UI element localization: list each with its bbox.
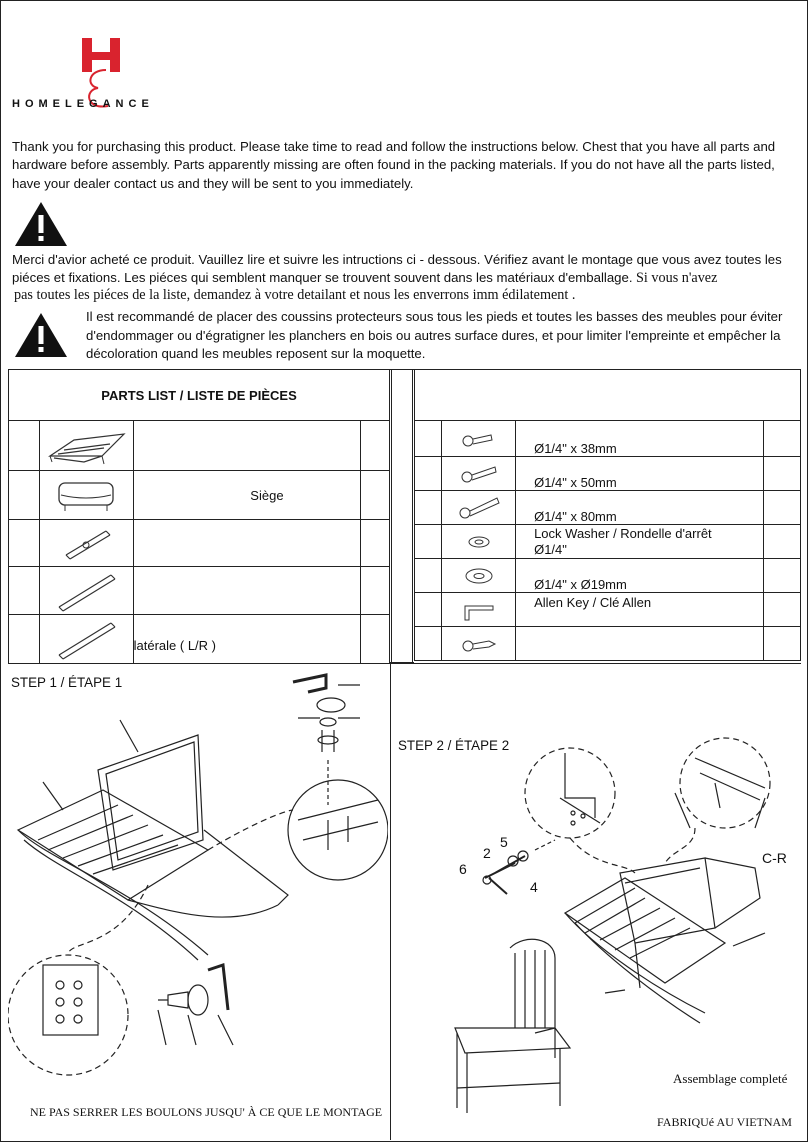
part-desc [516, 627, 764, 661]
parts-list-left [8, 369, 390, 664]
side-stretcher-icon [39, 615, 133, 664]
wood-screw-icon [442, 627, 516, 661]
part-desc: latérale ( L/R ) [133, 615, 361, 664]
table-gap [390, 369, 414, 663]
bolt-50-icon [442, 457, 516, 491]
table-row [415, 525, 801, 559]
french-intro-sans: Merci d'avior acheté ce produit. Vauillez lire et suivre les intructions ci - dessous. Vérifiez avant le montage que vous avez toutes les piéces et fixations. Les piéces qui semblent manquer se trouvent souvent dans les matériaux d'emballage. [12, 252, 782, 286]
french-intro-serif: Si vous n'avez [632, 270, 718, 287]
table-row [415, 559, 801, 593]
section-divider [390, 663, 391, 1140]
parts-list-header: PARTS LIST / LISTE DE PIÈCES [9, 370, 390, 421]
step1-title: STEP 1 / ÉTAPE 1 [11, 675, 123, 690]
step1-note: NE PAS SERRER LES BOULONS JUSQU' À CE QUE LE MONTAGE [30, 1105, 383, 1119]
lock-washer-size: Ø1/4" [534, 541, 567, 557]
french-intro-line3: pas toutes les piéces de la liste, demandez à votre detailant et nous les enverrons imm édilatement . [14, 287, 576, 303]
warning-icon [14, 312, 68, 358]
french-intro [12, 251, 804, 288]
callout-number: 2 [483, 845, 491, 861]
section-divider [8, 663, 801, 664]
part-desc [516, 525, 764, 559]
table-row [415, 593, 801, 627]
seat-cushion-icon [39, 471, 133, 520]
floor-protection-note: Il est recommandé de placer des coussins protecteurs sous tous les pieds et toutes les basses des meubles pour éviter d'endommager ou d'égratigner les planchers en bois ou autres surface dures, et pour limiter l'empreinte et empêcher la décoloration quand les meubles reposent sur la moquette. [86, 309, 783, 362]
part-label: C-R [762, 850, 787, 866]
callout-number: 4 [530, 879, 538, 895]
part-desc: Ø1/4" x 38mm [516, 421, 764, 457]
part-desc [133, 421, 361, 471]
made-in-label: FABRIQUé AU VIETNAM [657, 1115, 792, 1129]
table-row [9, 471, 390, 520]
lock-washer-label: Lock Washer / Rondelle d'arrêt [534, 525, 712, 541]
brand-name: HOMELEGANCE [12, 98, 154, 110]
bolt-38-icon [442, 421, 516, 457]
part-desc: Siège [133, 471, 361, 520]
table-row [415, 627, 801, 661]
short-stretcher-icon [39, 520, 133, 567]
part-desc: Ø1/4" x 50mm [516, 457, 764, 491]
table-row [9, 615, 390, 664]
flat-washer-icon [442, 559, 516, 593]
part-desc [133, 520, 361, 567]
assembled-label: Assemblage completé [673, 1071, 788, 1086]
table-row [415, 457, 801, 491]
allen-key-icon [442, 593, 516, 627]
table-row [415, 421, 801, 457]
stretcher-icon [39, 567, 133, 615]
part-desc: Allen Key / Clé Allen [516, 593, 764, 627]
callout-number: 5 [500, 834, 508, 850]
table-row [9, 421, 390, 471]
warning-icon [14, 201, 68, 247]
callout-number: 6 [459, 861, 467, 877]
step1-illustration [8, 670, 388, 1100]
intro-text: Thank you for purchasing this product. Please take time to read and follow the instructions below. Chest that you have all parts and hardware before assembly. Parts apparently missing are often found in the packing materials. If you do not have all the parts listed, have your dealer contact us and they will be sent to you immediately. [12, 139, 776, 191]
table-row [9, 520, 390, 567]
table-row [415, 491, 801, 525]
step2-title: STEP 2 / ÉTAPE 2 [398, 738, 510, 753]
bolt-80-icon [442, 491, 516, 525]
parts-list-right [414, 369, 801, 661]
lock-washer-icon [442, 525, 516, 559]
part-desc: Ø1/4" x 80mm [516, 491, 764, 525]
part-desc: Ø1/4" x Ø19mm [516, 559, 764, 593]
chair-frame-icon [39, 421, 133, 471]
part-desc [133, 567, 361, 615]
table-row [9, 567, 390, 615]
